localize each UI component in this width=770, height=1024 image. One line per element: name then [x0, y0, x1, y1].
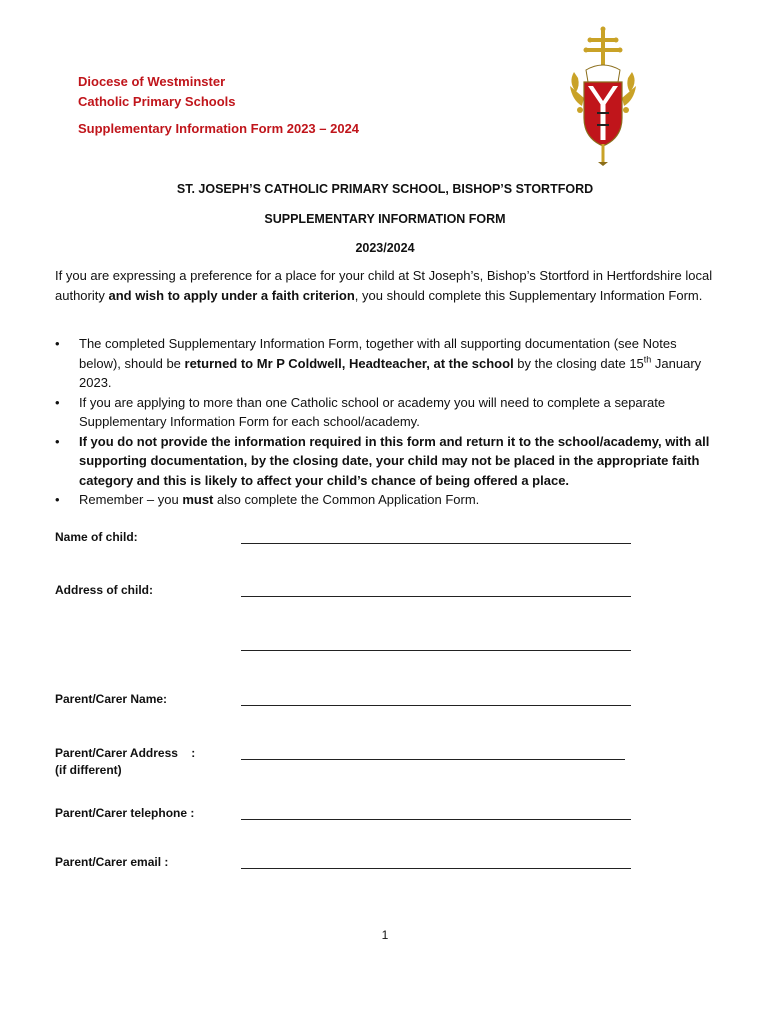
bullet-bold-text: If you do not provide the information required in this form and return it to the school/academy, with all supporting documentation, by the closing date, your child may not be placed in the appropriate faith category and this is likely to affect your child’s chance of being offered a place. [79, 433, 710, 488]
parent-address-label: Parent/Carer Address : [55, 746, 196, 760]
bullet-icon: • [55, 394, 60, 410]
list-item [55, 334, 720, 393]
parent-telephone-label: Parent/Carer telephone : [55, 806, 195, 820]
bullet-text: If you are applying to more than one Catholic school or academy you will need to complete a separate Supplementary Information Form for each school/academy. [79, 394, 666, 429]
bullet-icon: • [55, 433, 60, 449]
parent-name-label: Parent/Carer Name: [55, 692, 168, 706]
bullet-text: Remember – you [79, 492, 183, 507]
name-of-child-field[interactable] [241, 543, 631, 544]
address-of-child-field[interactable] [241, 596, 631, 597]
bullet-bold-text: must [182, 492, 214, 507]
header-block [78, 72, 359, 139]
year-title: 2023/2024 [355, 241, 415, 255]
list-item [55, 432, 720, 491]
bullet-icon: • [55, 492, 60, 507]
address-of-child-label: Address of child: [55, 583, 154, 597]
ordinal-suffix: th [643, 354, 652, 365]
bullet-bold-text: returned to Mr P Coldwell, Headteacher, at the school [184, 355, 514, 371]
form-subtitle: Supplementary Information Form 2023 – 2024 [78, 121, 360, 136]
page-number: 1 [381, 928, 389, 942]
parent-address-field[interactable] [241, 759, 625, 760]
list-item [55, 490, 720, 510]
intro-text-end: , you should complete this Supplementary Information Form. [354, 288, 703, 303]
bullet-icon: • [55, 336, 60, 351]
parent-telephone-field[interactable] [241, 819, 631, 820]
list-item [55, 393, 720, 432]
address-of-child-field-line2[interactable] [241, 650, 631, 651]
bullet-text: The completed Supplementary Information Form, together with all supporting documentation (see Notes below), should be [79, 336, 677, 371]
parent-email-field[interactable] [241, 868, 631, 869]
diocese-name: Diocese of Westminster [78, 74, 226, 89]
parent-name-field[interactable] [241, 705, 631, 706]
parent-address-note: (if different) [55, 763, 122, 777]
intro-text: If you are expressing a preference for a place for your child at St Joseph’s, Bishop’s Stortford in Hertfordshire local authority [55, 268, 713, 303]
bullet-text: January 2023. [79, 355, 702, 390]
bullet-text: also complete the Common Application Form. [213, 492, 480, 507]
intro-paragraph [55, 266, 715, 306]
instructions-list [55, 334, 720, 510]
intro-bold-text: and wish to apply under a faith criterion [108, 288, 355, 303]
schools-subtitle: Catholic Primary Schools [78, 94, 236, 109]
form-title: SUPPLEMENTARY INFORMATION FORM [264, 212, 506, 226]
bullet-text: by the closing date 15 [513, 355, 644, 371]
diocese-crest-icon [566, 26, 640, 166]
name-of-child-label: Name of child: [55, 530, 138, 544]
parent-email-label: Parent/Carer email : [55, 855, 169, 869]
school-title: ST. JOSEPH’S CATHOLIC PRIMARY SCHOOL, BISHOP’S STORTFORD [176, 182, 594, 196]
